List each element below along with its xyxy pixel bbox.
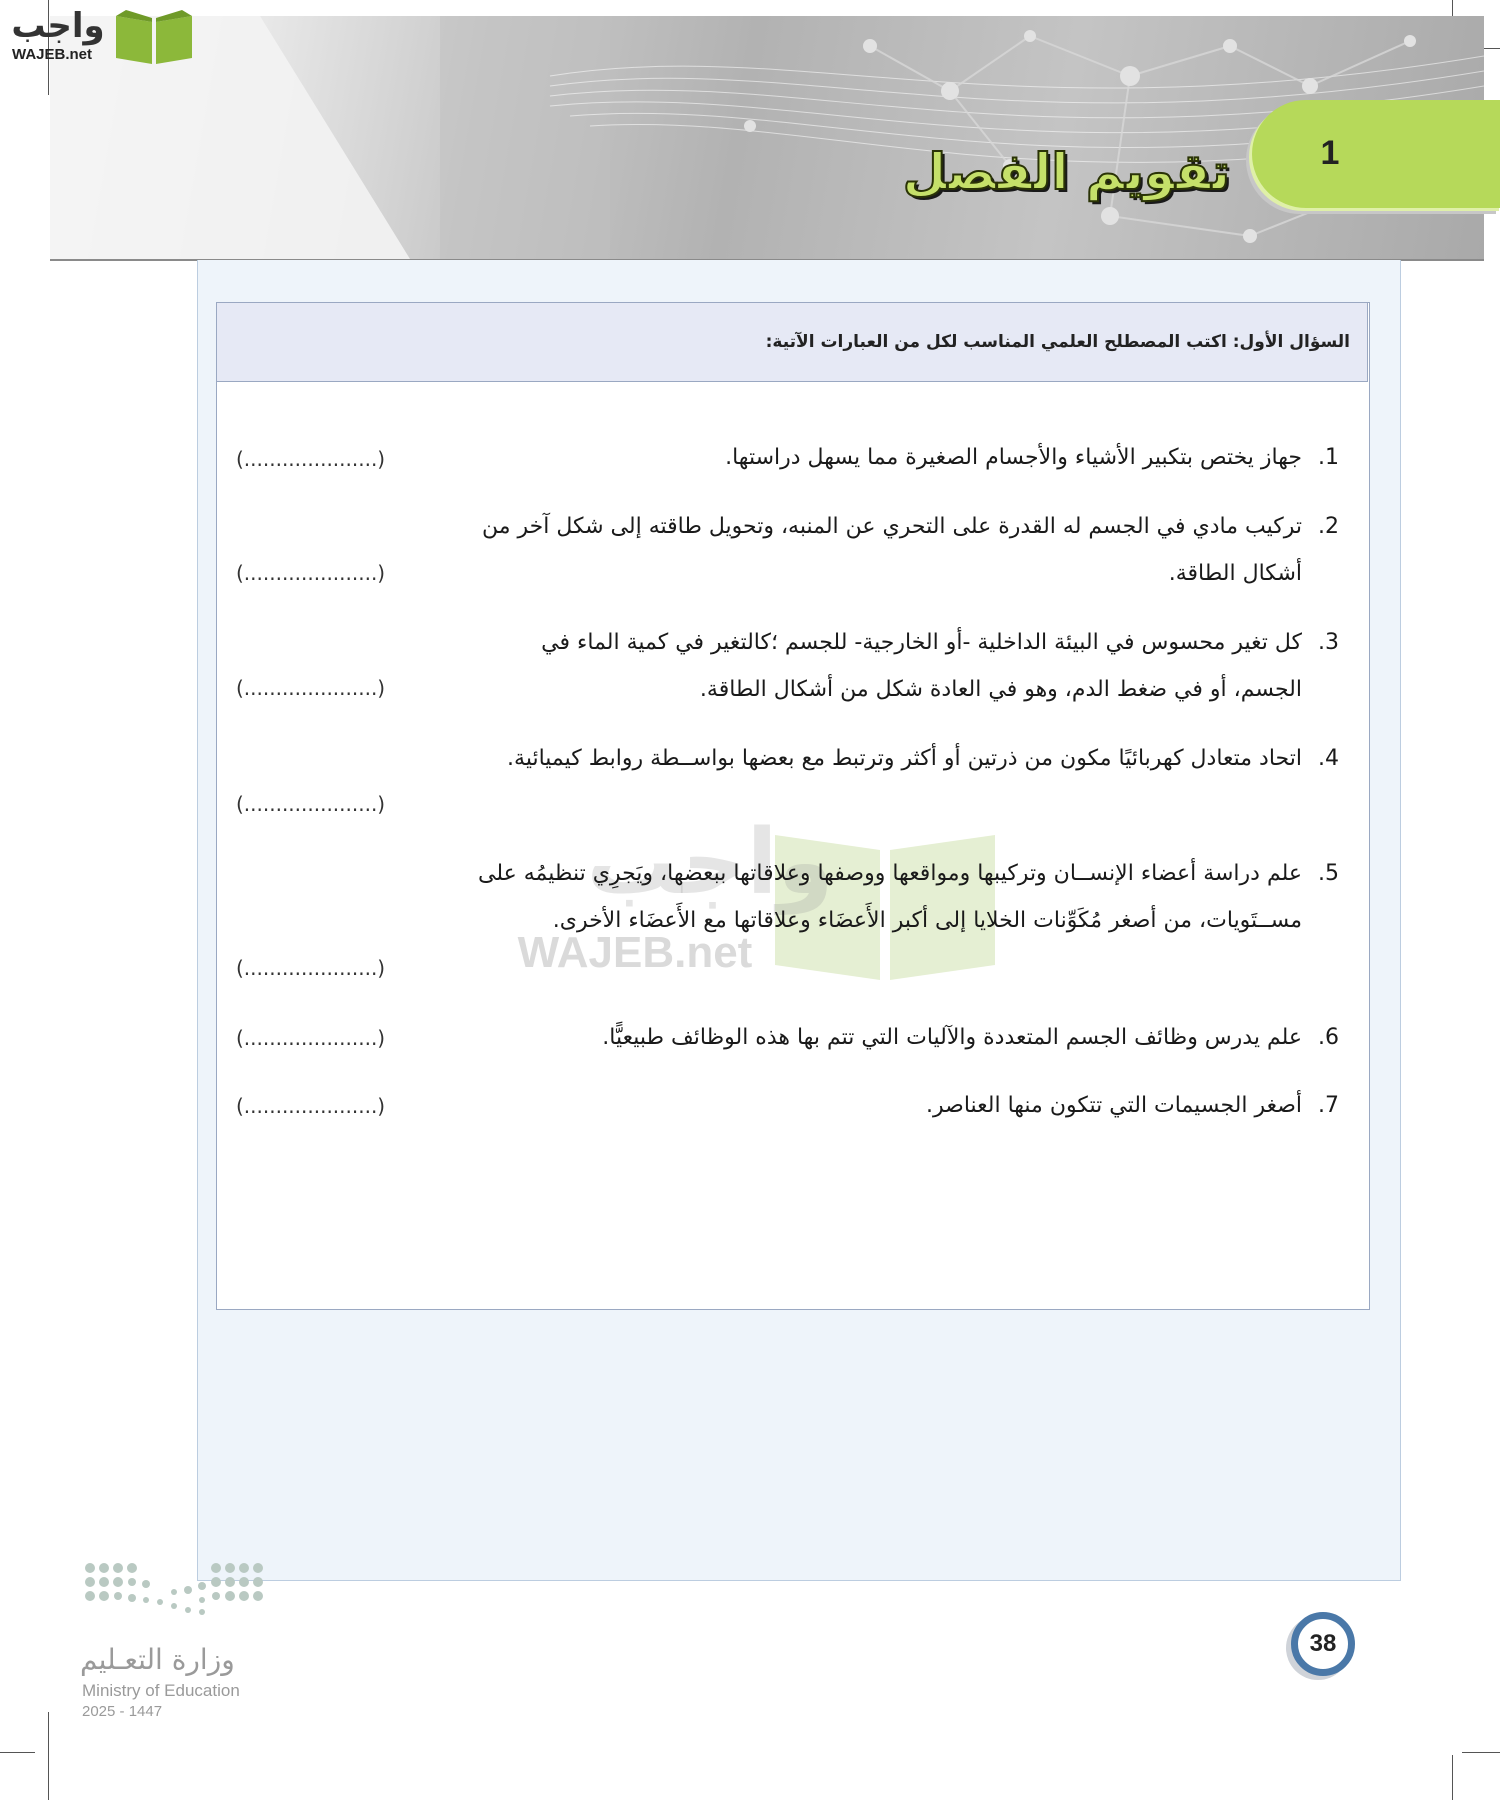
question-item: علم دراسة أعضاء الإنســان وتركيبها ومواقعها ووصفها وعلاقاتها ببعضها، ويَجرِي تنظيمُه على مســتَويات، من أصغر مُكَوِّنات الخلايا إلى أكبر الأَعضَاء وعلاقاتها مع الأَعضَاء الأخرى. xyxy=(478,861,1302,933)
page-number: 38 xyxy=(1309,1630,1337,1657)
logo-text-en: WAJEB.net xyxy=(12,46,93,63)
item-number: .7 xyxy=(1318,1093,1339,1118)
logo-text-ar: واجب xyxy=(11,6,105,46)
answer-blank[interactable]: (.....................) xyxy=(236,676,386,700)
ministry-name-en: Ministry of Education xyxy=(82,1681,240,1700)
crop-mark xyxy=(1462,1752,1500,1753)
question-item: كل تغير محسوس في البيئة الداخلية -أو الخارجية- للجسم ؛كالتغير في كمية الماء في الجسم، أو في ضغط الدم، وهو في العادة شكل من أشكال الطاقة. xyxy=(541,630,1302,702)
book-icon xyxy=(112,8,196,66)
edition-year: 2025 - 1447 xyxy=(82,1703,163,1720)
answer-blank[interactable]: (.....................) xyxy=(236,956,386,980)
watermark-text-ar: واجب xyxy=(586,810,834,915)
chapter-number-tab xyxy=(1252,100,1500,208)
crop-mark xyxy=(1452,1755,1453,1800)
question-item: أصغر الجسيمات التي تتكون منها العناصر. xyxy=(926,1093,1302,1118)
wajeb-logo xyxy=(8,4,198,70)
ministry-logo-icon xyxy=(84,1562,270,1626)
item-number: .6 xyxy=(1318,1025,1339,1050)
item-number: .1 xyxy=(1318,445,1339,470)
crop-mark xyxy=(0,1752,35,1753)
watermark-text-en: WAJEB.net xyxy=(517,928,753,977)
question-item: علم يدرس وظائف الجسم المتعددة والآليات التي تتم بها هذه الوظائف طبيعيًّا. xyxy=(602,1025,1302,1050)
item-number: .3 xyxy=(1318,630,1339,655)
item-number: .5 xyxy=(1318,861,1339,886)
answer-blank[interactable]: (.....................) xyxy=(236,792,386,816)
chapter-number: 1 xyxy=(1320,134,1340,172)
question-item: اتحاد متعادل كهربائيًا مكون من ذرتين أو أكثر وترتبط مع بعضها بواســطة روابط كيميائية. xyxy=(507,746,1302,771)
page-number-badge xyxy=(1283,1608,1369,1680)
question-item: تركيب مادي في الجسم له القدرة على التحري عن المنبه، وتحويل طاقته إلى شكل آخر من أشكال الطاقة. xyxy=(481,514,1302,586)
answer-blank[interactable]: (.....................) xyxy=(236,1026,386,1050)
question-item: جهاز يختص بتكبير الأشياء والأجسام الصغيرة مما يسهل دراستها. xyxy=(725,445,1302,470)
chapter-title: تقويم الفصل xyxy=(902,143,1230,201)
crop-mark xyxy=(48,1712,49,1800)
item-number: .4 xyxy=(1318,746,1339,771)
answer-blank[interactable]: (.....................) xyxy=(236,447,386,471)
item-number: .2 xyxy=(1318,514,1339,539)
question-heading: السؤال الأول: اكتب المصطلح العلمي المناسب لكل من العبارات الآتية: xyxy=(765,332,1350,352)
answer-blank[interactable]: (.....................) xyxy=(236,561,386,585)
answer-blank[interactable]: (.....................) xyxy=(236,1094,386,1118)
ministry-name-ar: وزارة التعـليم xyxy=(80,1643,235,1676)
